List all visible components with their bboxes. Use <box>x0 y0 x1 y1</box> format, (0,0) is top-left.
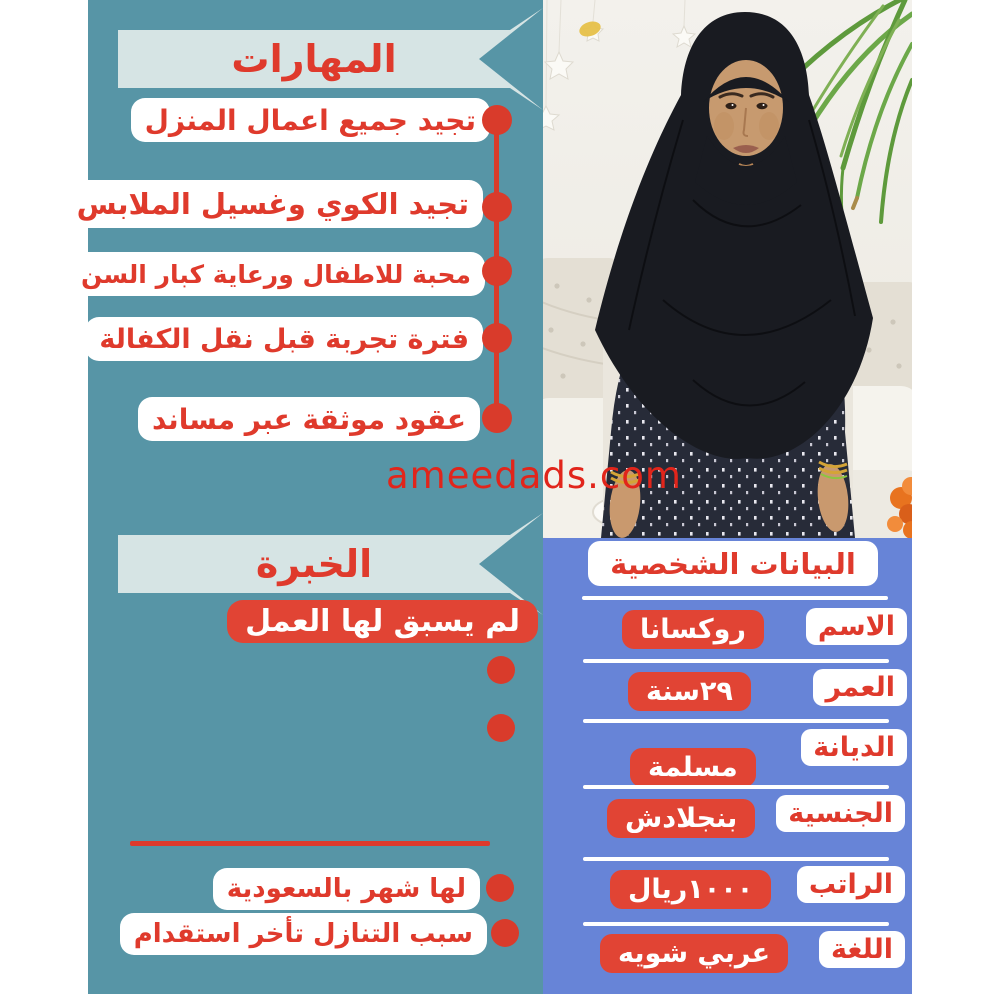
field-label-language: اللغة <box>819 931 905 968</box>
bullet-dot-icon <box>487 714 515 742</box>
skill-item: عقود موثقة عبر مساند <box>138 397 480 441</box>
field-label-salary: الراتب <box>797 866 905 903</box>
bullet-dot-icon <box>482 105 512 135</box>
row-divider <box>583 785 889 789</box>
watermark-url: ameedads.com <box>386 454 682 497</box>
field-label-religion: الديانة <box>801 729 907 766</box>
skill-item: تجيد الكوي وغسيل الملابس <box>63 180 483 228</box>
skills-panel <box>76 0 543 994</box>
title-underline <box>582 596 888 600</box>
field-value-age: ٢٩سنة <box>628 672 751 711</box>
bullet-dot-icon <box>482 403 512 433</box>
note-item: سبب التنازل تأخر استقدام <box>120 913 487 955</box>
notes-divider-line <box>130 841 490 846</box>
field-value-salary: ١٠٠٠ريال <box>610 870 771 909</box>
skills-section-title: المهارات <box>231 37 397 81</box>
experience-highlight: لم يسبق لها العمل <box>227 600 538 643</box>
skill-item: محبة للاطفال ورعاية كبار السن <box>67 252 485 296</box>
field-value-name: روكسانا <box>622 610 764 649</box>
bullet-dot-icon <box>482 256 512 286</box>
bullet-dot-icon <box>482 192 512 222</box>
field-value-language: عربي شويه <box>600 934 788 973</box>
bullet-dot-icon <box>486 874 514 902</box>
note-item: لها شهر بالسعودية <box>213 868 480 910</box>
bullet-dot-icon <box>482 323 512 353</box>
personal-data-panel <box>543 538 912 994</box>
row-divider <box>583 659 889 663</box>
row-divider <box>583 922 889 926</box>
field-value-religion: مسلمة <box>630 748 756 787</box>
row-divider <box>583 719 889 723</box>
field-value-nationality: بنجلادش <box>607 799 755 838</box>
field-label-age: العمر <box>813 669 907 706</box>
field-label-nationality: الجنسية <box>776 795 905 832</box>
experience-section-title: الخبرة <box>255 542 373 586</box>
row-divider <box>583 857 889 861</box>
bullet-dot-icon <box>491 919 519 947</box>
skill-item: فترة تجربة قبل نقل الكفالة <box>85 317 483 361</box>
personal-data-title: البيانات الشخصية <box>588 541 878 586</box>
bullet-dot-icon <box>487 656 515 684</box>
skill-item: تجيد جميع اعمال المنزل <box>131 98 490 142</box>
field-label-name: الاسم <box>806 608 907 645</box>
